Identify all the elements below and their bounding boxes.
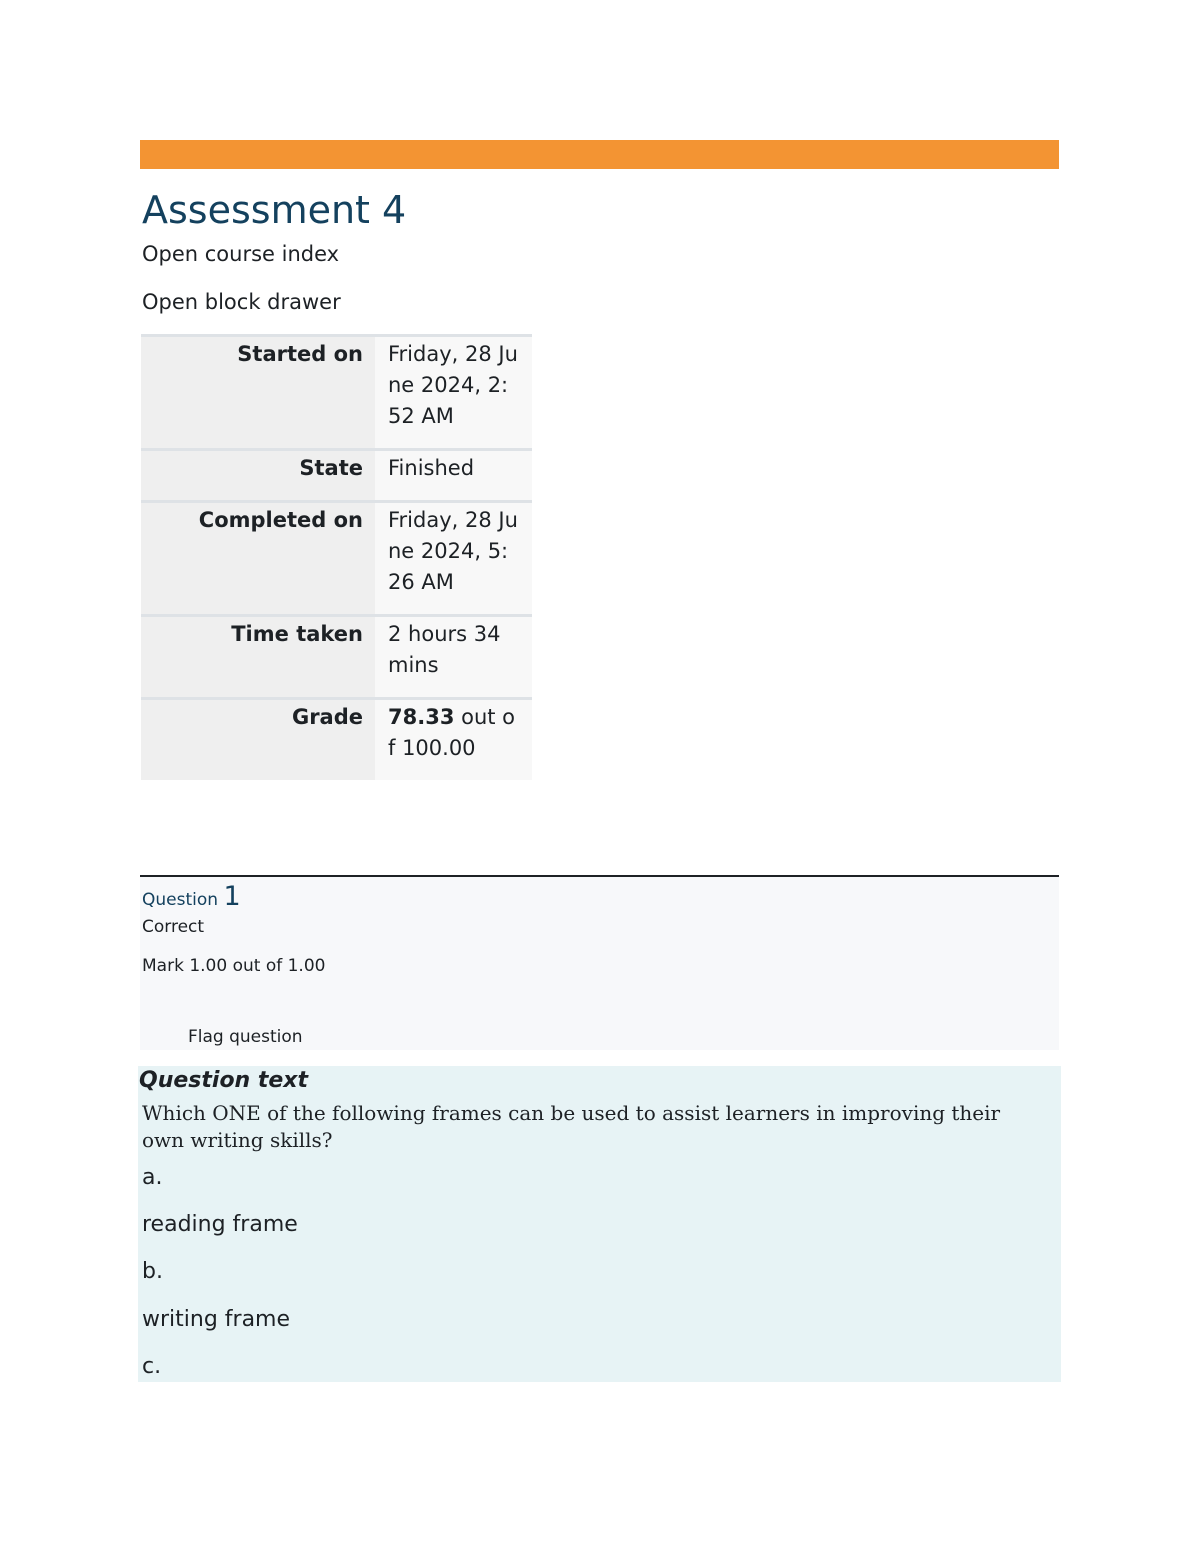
summary-row-grade xyxy=(141,699,532,781)
grade-value xyxy=(375,699,532,781)
question-content-panel xyxy=(138,1066,1061,1382)
page-title: Assessment 4 xyxy=(142,188,407,232)
grade-suffix: out of 100.00 xyxy=(388,705,516,760)
question-number-value: 1 xyxy=(223,881,241,912)
flag-question-button[interactable]: Flag question xyxy=(188,1027,303,1047)
question-text-heading: Question text xyxy=(139,1068,309,1093)
question-state: Correct xyxy=(142,917,205,937)
summary-label: Completed on xyxy=(141,502,375,616)
open-block-drawer-link[interactable]: Open block drawer xyxy=(142,290,341,314)
summary-row-state xyxy=(141,450,532,502)
question-mark: Mark 1.00 out of 1.00 xyxy=(142,956,326,976)
summary-value: Friday, 28 June 2024, 2:52 AM xyxy=(375,336,532,450)
answer-option-a[interactable]: reading frame xyxy=(142,1212,298,1237)
summary-label: Started on xyxy=(141,336,375,450)
grade-score: 78.33 xyxy=(388,705,455,729)
summary-row-started xyxy=(141,336,532,450)
summary-value: Friday, 28 June 2024, 5:26 AM xyxy=(375,502,532,616)
header-accent-bar xyxy=(140,140,1059,169)
summary-label: Time taken xyxy=(141,616,375,699)
answer-letter-a: a. xyxy=(142,1165,163,1190)
question-info-panel xyxy=(140,875,1059,1050)
answer-option-b[interactable]: writing frame xyxy=(142,1307,291,1332)
summary-value: 2 hours 34 mins xyxy=(375,616,532,699)
question-text: Which ONE of the following frames can be used to assist learners in improving their own writing skills? xyxy=(142,1101,1001,1152)
summary-label: State xyxy=(141,450,375,502)
question-prefix: Question xyxy=(142,890,224,910)
summary-row-time-taken xyxy=(141,616,532,699)
attempt-summary-table xyxy=(141,334,532,780)
summary-label: Grade xyxy=(141,699,375,781)
answer-letter-b: b. xyxy=(142,1259,163,1284)
question-number xyxy=(142,881,241,912)
answer-letter-c: c. xyxy=(142,1354,162,1379)
open-course-index-link[interactable]: Open course index xyxy=(142,242,340,266)
summary-value: Finished xyxy=(375,450,532,502)
summary-row-completed xyxy=(141,502,532,616)
